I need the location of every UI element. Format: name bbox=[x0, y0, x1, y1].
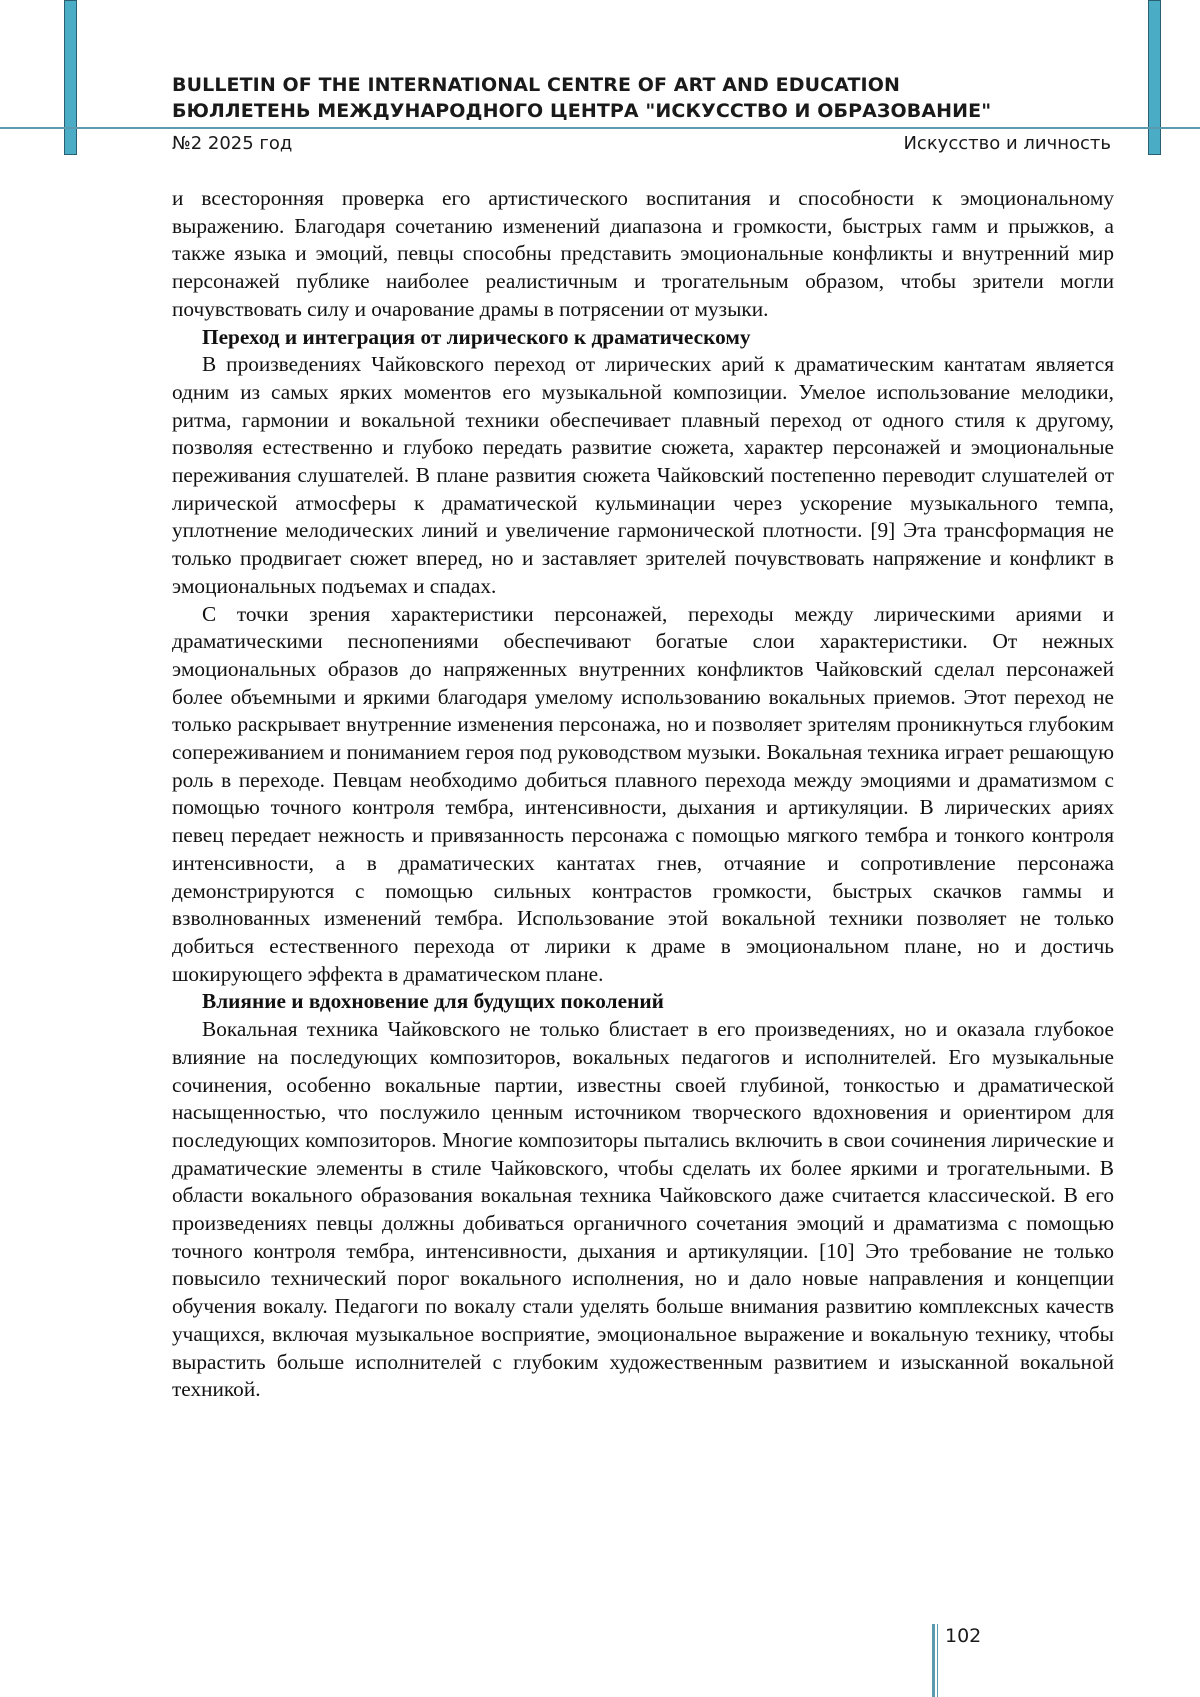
section-heading: Влияние и вдохновение для будущих поколений bbox=[202, 989, 664, 1014]
page-number: 102 bbox=[945, 1625, 982, 1647]
paragraph: С точки зрения характеристики персонажей, переходы между лирическими ариями и драматическими песнопениями обеспечивают богатые слои характеристики. От нежных эмоциональных образов до напряженных внутренних конфликтов Чайковский сделал персонажей более объемными и яркими благодаря умелому использованию вокальных приемов. Этот переход не только раскрывает внутренние изменения персонажа, но и позволяет зрителям проникнуться глубоким сопереживанием и пониманием героя под руководством музыки. Вокальная техника играет решающую роль в переходе. Певцам необходимо добиться плавного перехода между эмоциями и драматизмом с помощью точного контроля тембра, интенсивности, дыхания и артикуляции. В лирических ариях певец передает нежность и привязанность персонажа с помощью мягкого тембра и тонкого контроля интенсивности, а в драматических кантатах гнев, отчаяние и сопротивление персонажа демонстрируются с помощью сильных контрастов громкости, быстрых скачков гаммы и взволнованных изменений тембра. Использование этой вокальной техники позволяет не только добиться естественного перехода от лирики к драме в эмоциональном плане, но и достичь шокирующего эффекта в драматическом плане. bbox=[172, 601, 1114, 986]
header-accent-bar-right bbox=[1148, 0, 1161, 155]
header-accent-bar-left bbox=[64, 0, 77, 155]
section-heading: Переход и интеграция от лирического к драматическому bbox=[202, 324, 751, 349]
paragraph: В произведениях Чайковского переход от лирических арий к драматическим кантатам является одним из самых ярких моментов его музыкальной композиции. Умелое использование мелодики, ритма, гармонии и вокальной техники обеспечивает плавный переход от одного стиля к другому, позволяя естественно и глубоко передать развитие сюжета, характер персонажей и эмоциональные переживания слушателей. В плане развития сюжета Чайковский постепенно переводит слушателей от лирической атмосферы к драматической кульминации через ускорение музыкального темпа, уплотнение мелодических линий и увеличение гармонической плотности. [9] Эта трансформация не только продвигает сюжет вперед, но и заставляет зрителей почувствовать напряжение и конфликт в эмоциональных подъемах и спадах. bbox=[172, 352, 1114, 598]
journal-title-ru: БЮЛЛЕТЕНЬ МЕЖДУНАРОДНОГО ЦЕНТРА "ИСКУССТВО И ОБРАЗОВАНИЕ" bbox=[172, 100, 992, 122]
paragraph: Вокальная техника Чайковского не только блистает в его произведениях, но и оказала глубокое влияние на последующих композиторов, вокальных педагогов и исполнителей. Его музыкальные сочинения, особенно вокальные партии, известны своей глубиной, тонкостью и драматической насыщенностью, что послужило ценным источником творческого вдохновения и ориентиром для последующих композиторов. Многие композиторы пытались включить в свои сочинения лирические и драматические элементы в стиле Чайковского, чтобы сделать их более яркими и трогательными. В области вокального образования вокальная техника Чайковского даже считается классической. В его произведениях певцы должны добиваться органичного сочетания эмоций и драматизма с помощью точного контроля тембра, интенсивности, дыхания и артикуляции. [10] Это требование не только повысило технический порог вокального исполнения, но и дало новые направления и концепции обучения вокалу. Педагоги по вокалу стали уделять больше внимания развитию комплексных качеств учащихся, включая музыкальное восприятие, эмоциональное выражение и вокальную технику, чтобы вырастить больше исполнителей с глубоким художественным развитием и изысканной вокальной техникой. bbox=[172, 1017, 1114, 1402]
section-label: Искусство и личность bbox=[903, 133, 1111, 154]
footer-rule-thin bbox=[937, 1624, 938, 1697]
paragraph: и всесторонняя проверка его артистического воспитания и способности к эмоциональному выражению. Благодаря сочетанию изменений диапазона и громкости, быстрых гамм и прыжков, а также языка и эмоций, певцы способны представить эмоциональные конфликты и внутренний мир персонажей публике наиболее реалистичным и трогательным образом, чтобы зрители могли почувствовать силу и очарование драмы в потрясении от музыки. bbox=[172, 186, 1114, 321]
article-body bbox=[172, 185, 1114, 1404]
journal-title-en: BULLETIN OF THE INTERNATIONAL CENTRE OF ART AND EDUCATION bbox=[172, 74, 900, 96]
header-divider bbox=[0, 127, 1200, 129]
footer-rule bbox=[932, 1624, 935, 1697]
issue-label: №2 2025 год bbox=[172, 133, 293, 154]
